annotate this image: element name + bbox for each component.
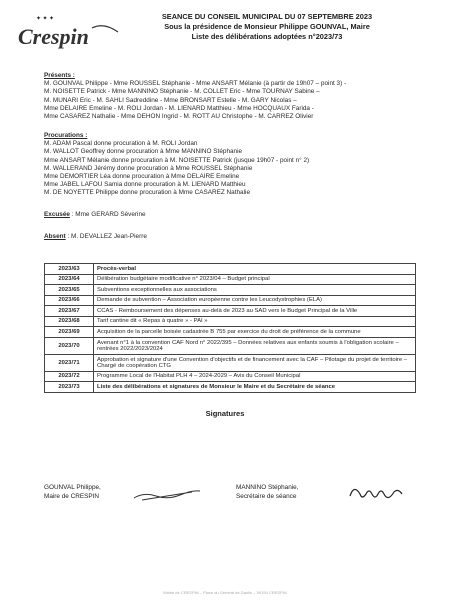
header-list-title: Liste des délibérations adoptées n°2023/73 (191, 32, 343, 41)
procurations-title: Procurations : (44, 132, 88, 139)
procuration-line: Mme ANSART Mélanie donne procuration à M. NOISETTE Patrick (jusque 19h07 - point n° 2) (44, 156, 310, 164)
svg-text:Crespin: Crespin (18, 24, 89, 49)
crespin-logo (6, 10, 126, 50)
deliberation-number: 2023/63 (45, 264, 94, 275)
signatures-title: Signatures (205, 409, 245, 418)
deliberation-title: Liste des délibérations et signatures de Monsieur le Maire et du Secrétaire de séance (94, 382, 416, 393)
presents-line: Mme CASAREZ Nathalie - Mme DEHON Ingrid - M. ROTT AU Christophe - M. CARREZ Olivier (44, 113, 314, 121)
deliberation-row (45, 382, 416, 393)
deliberation-title: Avenant n°1 à la convention CAF Nord n° 2022/395 – Données relatives aux enfants soumis à l'obligation scolaire – rentrées 2022/2023/2024 (94, 337, 416, 354)
deliberation-number: 2023/66 (45, 295, 94, 306)
secretary-name: MANNINO Stéphanie, (236, 484, 299, 491)
absent-text: : M. DEVALLEZ Jean-Pierre (67, 233, 147, 240)
presents-section (44, 72, 424, 121)
svg-text:✦ ✦ ✦: ✦ ✦ ✦ (36, 16, 55, 22)
deliberation-title: Programme Local de l'Habitat PLH 4 – 2024-2029 – Avis du Conseil Municipal (94, 371, 416, 382)
document-header (142, 12, 392, 42)
procuration-line: M. WALLOT Geoffrey donne procuration à Mme MANNINO Stéphanie (44, 148, 243, 156)
deliberation-number: 2023/70 (45, 337, 94, 354)
excuse-title: Excusée (44, 211, 70, 218)
deliberation-row (45, 285, 416, 296)
absent-section (44, 233, 344, 241)
excuse-text: : Mme GERARD Séverine (71, 211, 146, 218)
deliberation-number: 2023/71 (45, 354, 94, 371)
header-subtitle: Sous la présidence de Monsieur Philippe GOUNVAL, Maire (164, 22, 370, 31)
presents-line: M. MUNARI Eric - M. SAHLI Sadreddine - Mme BRONSART Estelle - M. GARY Nicolas – (44, 96, 297, 104)
absent-title: Absent (44, 233, 66, 240)
deliberation-title: Procès-verbal (94, 264, 416, 275)
presents-title: Présents : (44, 72, 75, 79)
deliberation-row (45, 337, 416, 354)
secretary-signature (346, 480, 406, 506)
procuration-line: Mme JABEL LAFOU Samia donne procuration à M. LIENARD Matthieu (44, 181, 246, 189)
deliberation-row (45, 371, 416, 382)
deliberation-number: 2023/68 (45, 316, 94, 327)
procuration-line: M. WALLERAND Jérémy donne procuration à Mme ROUSSEL Stéphanie (44, 164, 253, 172)
mayor-signature-block (44, 483, 101, 501)
deliberation-row (45, 306, 416, 317)
presents-line: M. NOISETTE Patrick - Mme MANNINO Stéphanie - M. COLLET Eric - Mme TOURNAY Sabine – (44, 88, 320, 96)
mayor-name: GOUNVAL Philippe, (44, 484, 101, 491)
excuse-section (44, 211, 344, 219)
page-footer: Mairie de CRESPIN – Place du Général de Gaulle – 59154 CRESPIN (163, 590, 287, 595)
deliberations-table (44, 263, 416, 393)
deliberation-number: 2023/72 (45, 371, 94, 382)
secretary-role: Secrétaire de séance (236, 493, 297, 500)
mayor-signature (132, 484, 202, 506)
deliberation-number: 2023/65 (45, 285, 94, 296)
deliberation-number: 2023/73 (45, 382, 94, 393)
secretary-signature-block (236, 483, 299, 501)
deliberation-row (45, 316, 416, 327)
deliberation-number: 2023/69 (45, 327, 94, 338)
deliberation-number: 2023/64 (45, 274, 94, 285)
header-title: SEANCE DU CONSEIL MUNICIPAL DU 07 SEPTEMBRE 2023 (161, 12, 373, 21)
deliberation-row (45, 274, 416, 285)
deliberation-row (45, 264, 416, 275)
procuration-line: M. ADAM Pascal donne procuration à M. ROLI Jordan (44, 140, 198, 148)
deliberation-title: Subventions exceptionnelles aux associations (94, 285, 416, 296)
deliberation-row (45, 354, 416, 371)
mayor-role: Maire de CRESPIN (44, 493, 100, 500)
deliberation-title: Délibération budgétaire modificative n° 2023/04 – Budget principal (94, 274, 416, 285)
procuration-line: Mme DEMORTIER Léa donne procuration à Mme DELAIRE Emeline (44, 173, 240, 181)
deliberation-title: Acquisition de la parcelle boisée cadastrée B 755 par exercice du droit de préférence de la commune (94, 327, 416, 338)
deliberation-row (45, 327, 416, 338)
procurations-section (44, 132, 364, 198)
deliberation-title: CCAS - Remboursement des dépenses au-delà de 2023 au SAD vers le Budget Principal de la Ville (94, 306, 416, 317)
procuration-line: M. DE NOYETTE Philippe donne procuration à Mme CASAREZ Nathalie (44, 189, 251, 197)
presents-line: M. GOUNVAL Philippe - Mme ROUSSEL Stéphanie - Mme ANSART Mélanie (à partir de 19h07 – point 3) - (44, 80, 347, 88)
deliberation-title: Demande de subvention – Association européenne contre les Leucodystrophies (ELA) (94, 295, 416, 306)
deliberation-number: 2023/67 (45, 306, 94, 317)
deliberation-title: Approbation et signature d'une Convention d'objectifs et de financement avec la CAF – Pilotage du projet de territoire – Chargé de coopération CTG (94, 354, 416, 371)
deliberation-title: Tarif cantine dit « Repas à quatre » - PAI » (94, 316, 416, 327)
presents-line: Mme DELAIRE Emeline - M. ROLI Jordan - M. LIENARD Matthieu - Mme HOCQUAUX Farida - (44, 104, 314, 112)
deliberation-row (45, 295, 416, 306)
